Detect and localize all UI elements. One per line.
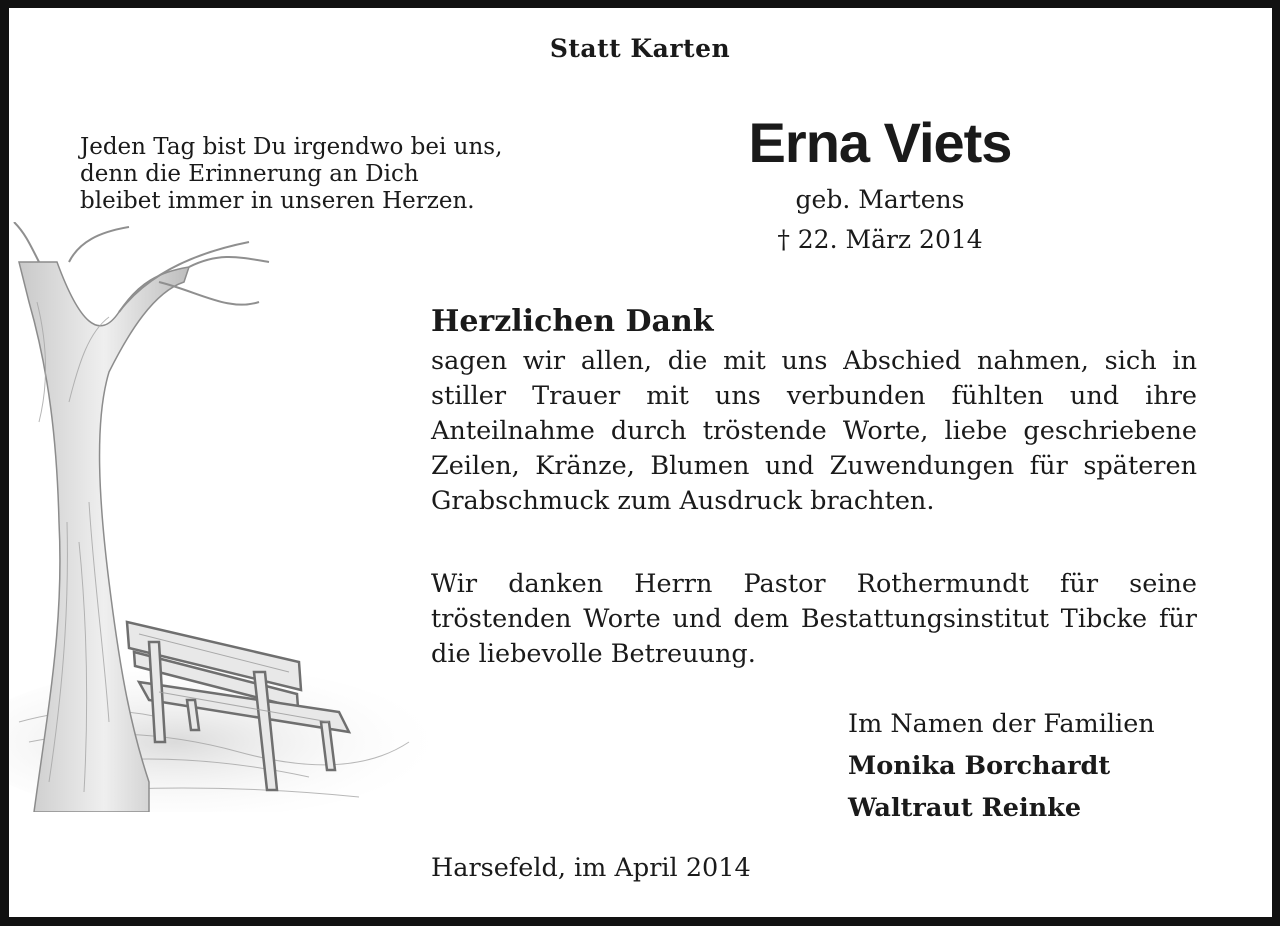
signature-block xyxy=(848,703,1155,829)
signature-intro: Im Namen der Familien xyxy=(848,709,1155,739)
signer-name: Waltraut Reinke xyxy=(848,793,1082,823)
thanks-heading: Herzlichen Dank xyxy=(431,304,714,339)
verse-line: denn die Erinnerung an Dich xyxy=(80,161,419,187)
place-and-date: Harsefeld, im April 2014 xyxy=(431,853,751,883)
statt-karten-label: Statt Karten xyxy=(549,34,731,63)
signer-name: Monika Borchardt xyxy=(848,751,1111,781)
maiden-name: geb. Martens xyxy=(795,185,965,214)
death-date: † 22. März 2014 xyxy=(777,225,983,254)
tree-and-bench-sketch xyxy=(9,222,439,812)
verse-line: bleibet immer in unseren Herzen. xyxy=(80,188,475,214)
pastor-thanks-paragraph: Wir danken Herrn Pastor Rothermundt für seine tröstenden Worte und dem Bestattungsinstitut Tibcke für die liebevolle Betreuung. xyxy=(431,569,1197,669)
deceased-name: Erna Viets xyxy=(748,111,1012,174)
memorial-verse xyxy=(80,134,502,215)
thanks-paragraph: sagen wir allen, die mit uns Abschied nahmen, sich in stiller Trauer mit uns verbunden fühlten und ihre Anteilnahme durch tröstende Worte, liebe geschriebene Zeilen, Kränze, Blumen und Zuwendungen für späteren Grabschmuck zum Ausdruck brachten. xyxy=(431,346,1197,516)
verse-line: Jeden Tag bist Du irgendwo bei uns, xyxy=(80,134,503,160)
